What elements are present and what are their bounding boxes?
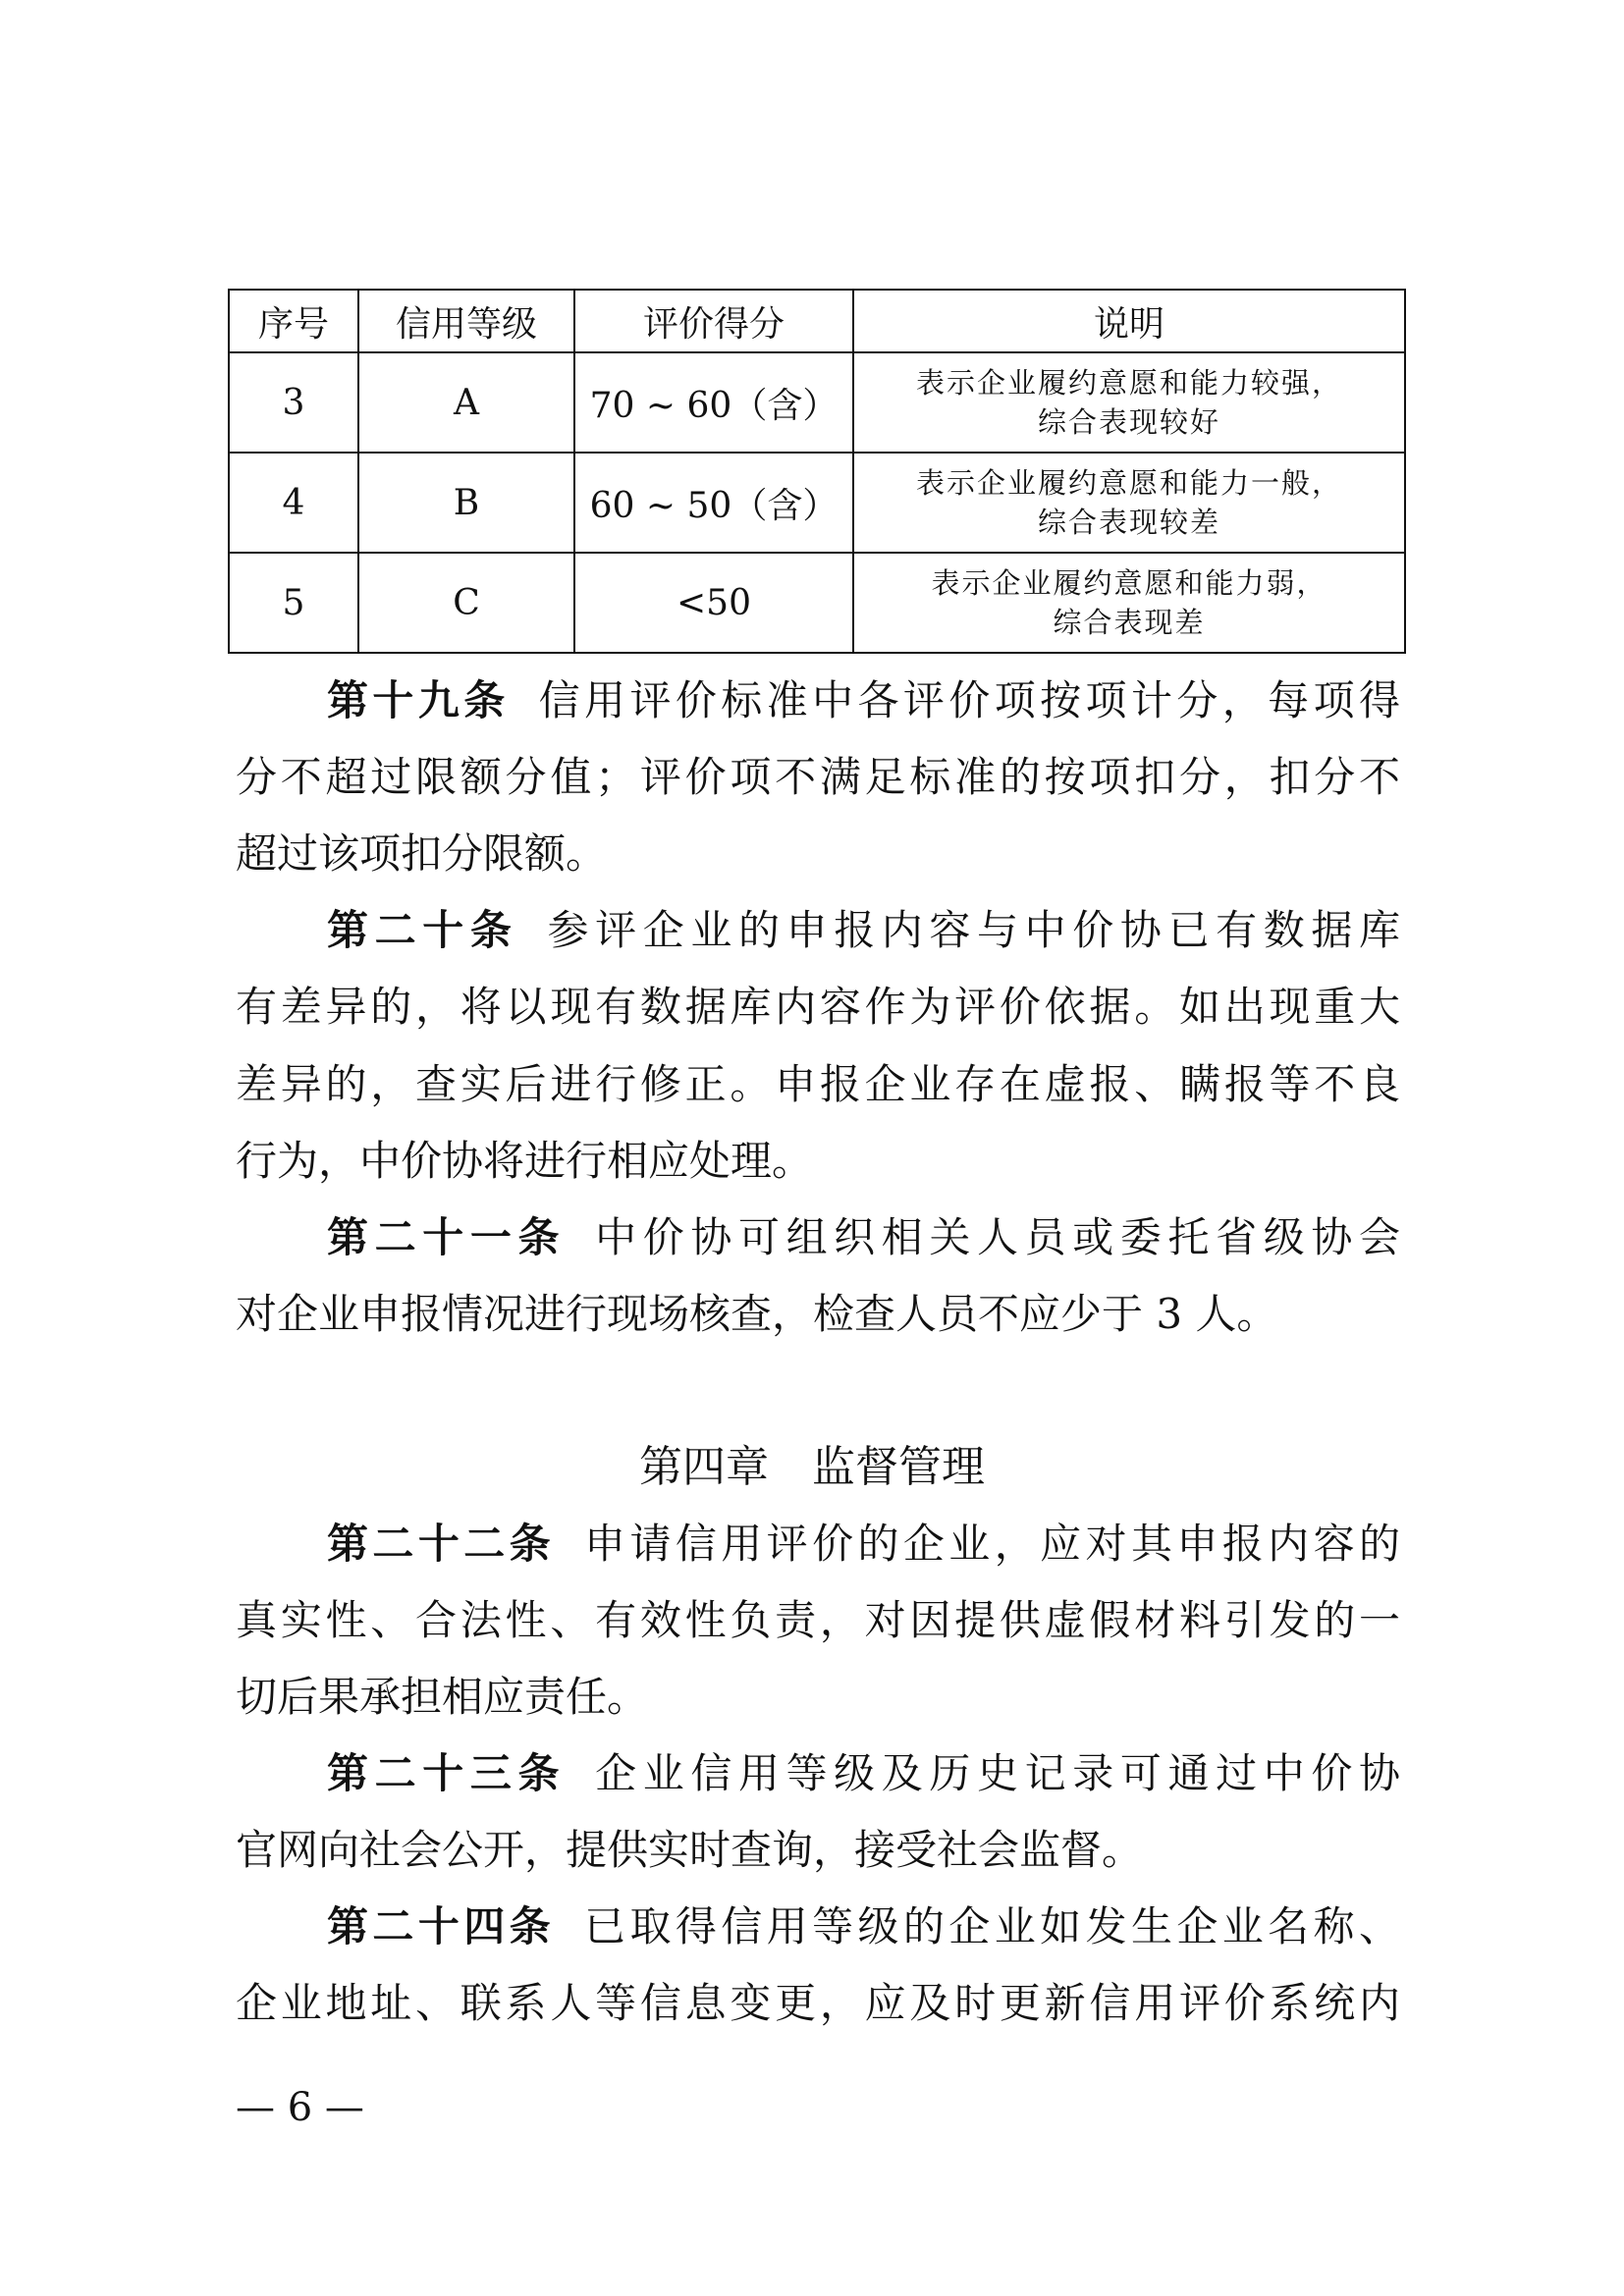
article-20-line — [327, 892, 1400, 969]
desc-line: 表示企业履约意愿和能力一般， — [915, 466, 1342, 500]
cell-desc — [853, 453, 1405, 553]
cell-grade: A — [358, 352, 574, 453]
article-21-line: 对企业申报情况进行现场核查，检查人员不应少于 3 人。 — [236, 1290, 1278, 1338]
cell-desc — [853, 553, 1405, 653]
table-header-row — [229, 290, 1405, 352]
article-20-line: 行为，中价协将进行相应处理。 — [236, 1137, 814, 1185]
article-19-line: 超过该项扣分限额。 — [236, 829, 608, 878]
article-label: 第二十条 — [327, 906, 518, 954]
cell-score: 70 ~ 60（含） — [574, 352, 853, 453]
article-label: 第二十四条 — [327, 1902, 556, 1950]
text: 中价协可组织相关人员或委托省级协会 — [595, 1213, 1400, 1261]
header-cell: 信用等级 — [358, 290, 574, 352]
article-23-line: 官网向社会公开，提供实时查询，接受社会监督。 — [236, 1826, 1144, 1874]
cell-no: 3 — [229, 352, 358, 453]
article-label: 第二十二条 — [327, 1520, 556, 1568]
text: 已取得信用等级的企业如发生企业名称、 — [584, 1902, 1400, 1950]
article-22-line: 切后果承担相应责任。 — [236, 1673, 649, 1721]
desc-line: 表示企业履约意愿和能力较强， — [915, 366, 1342, 400]
desc-line: 综合表现较好 — [1037, 405, 1220, 439]
article-20-line: 有差异的，将以现有数据库内容作为评价依据。如出现重大 — [236, 983, 1400, 1031]
header-cell: 序号 — [229, 290, 358, 352]
cell-no: 5 — [229, 553, 358, 653]
article-label: 第二十三条 — [327, 1749, 567, 1797]
header-cell: 评价得分 — [574, 290, 853, 352]
article-24-line: 企业地址、联系人等信息变更，应及时更新信用评价系统内 — [236, 1979, 1400, 2027]
credit-grade-table — [228, 289, 1406, 654]
text: 申请信用评价的企业，应对其申报内容的 — [584, 1520, 1400, 1568]
article-19-line: 分不超过限额分值；评价项不满足标准的按项扣分，扣分不 — [236, 753, 1400, 801]
table-row — [229, 453, 1405, 553]
article-20-line: 差异的，查实后进行修正。申报企业存在虚报、瞒报等不良 — [236, 1060, 1400, 1108]
cell-grade: C — [358, 553, 574, 653]
article-23-line — [327, 1735, 1400, 1812]
cell-score: 60 ~ 50（含） — [574, 453, 853, 553]
table-row — [229, 352, 1405, 453]
article-24-line — [327, 1889, 1400, 1965]
text: 参评企业的申报内容与中价协已有数据库 — [547, 906, 1400, 954]
article-label: 第二十一条 — [327, 1213, 567, 1261]
header-cell: 说明 — [853, 290, 1405, 352]
article-22-line: 真实性、合法性、有效性负责，对因提供虚假材料引发的一 — [236, 1596, 1400, 1644]
text: 信用评价标准中各评价项按项计分，每项得 — [538, 676, 1400, 724]
desc-line: 综合表现差 — [1053, 606, 1206, 639]
article-label: 第十九条 — [327, 676, 510, 724]
cell-grade: B — [358, 453, 574, 553]
cell-score: <50 — [574, 553, 853, 653]
text: 企业信用等级及历史记录可通过中价协 — [595, 1749, 1400, 1797]
chapter-heading: 第四章 监督管理 — [639, 1442, 985, 1492]
article-19-line — [327, 663, 1400, 739]
page-number: — 6 — — [236, 2085, 364, 2130]
table-row — [229, 553, 1405, 653]
cell-desc — [853, 352, 1405, 453]
desc-line: 表示企业履约意愿和能力弱， — [931, 566, 1327, 600]
desc-line: 综合表现较差 — [1037, 506, 1220, 539]
cell-no: 4 — [229, 453, 358, 553]
article-22-line — [327, 1506, 1400, 1582]
article-21-line — [327, 1200, 1400, 1276]
